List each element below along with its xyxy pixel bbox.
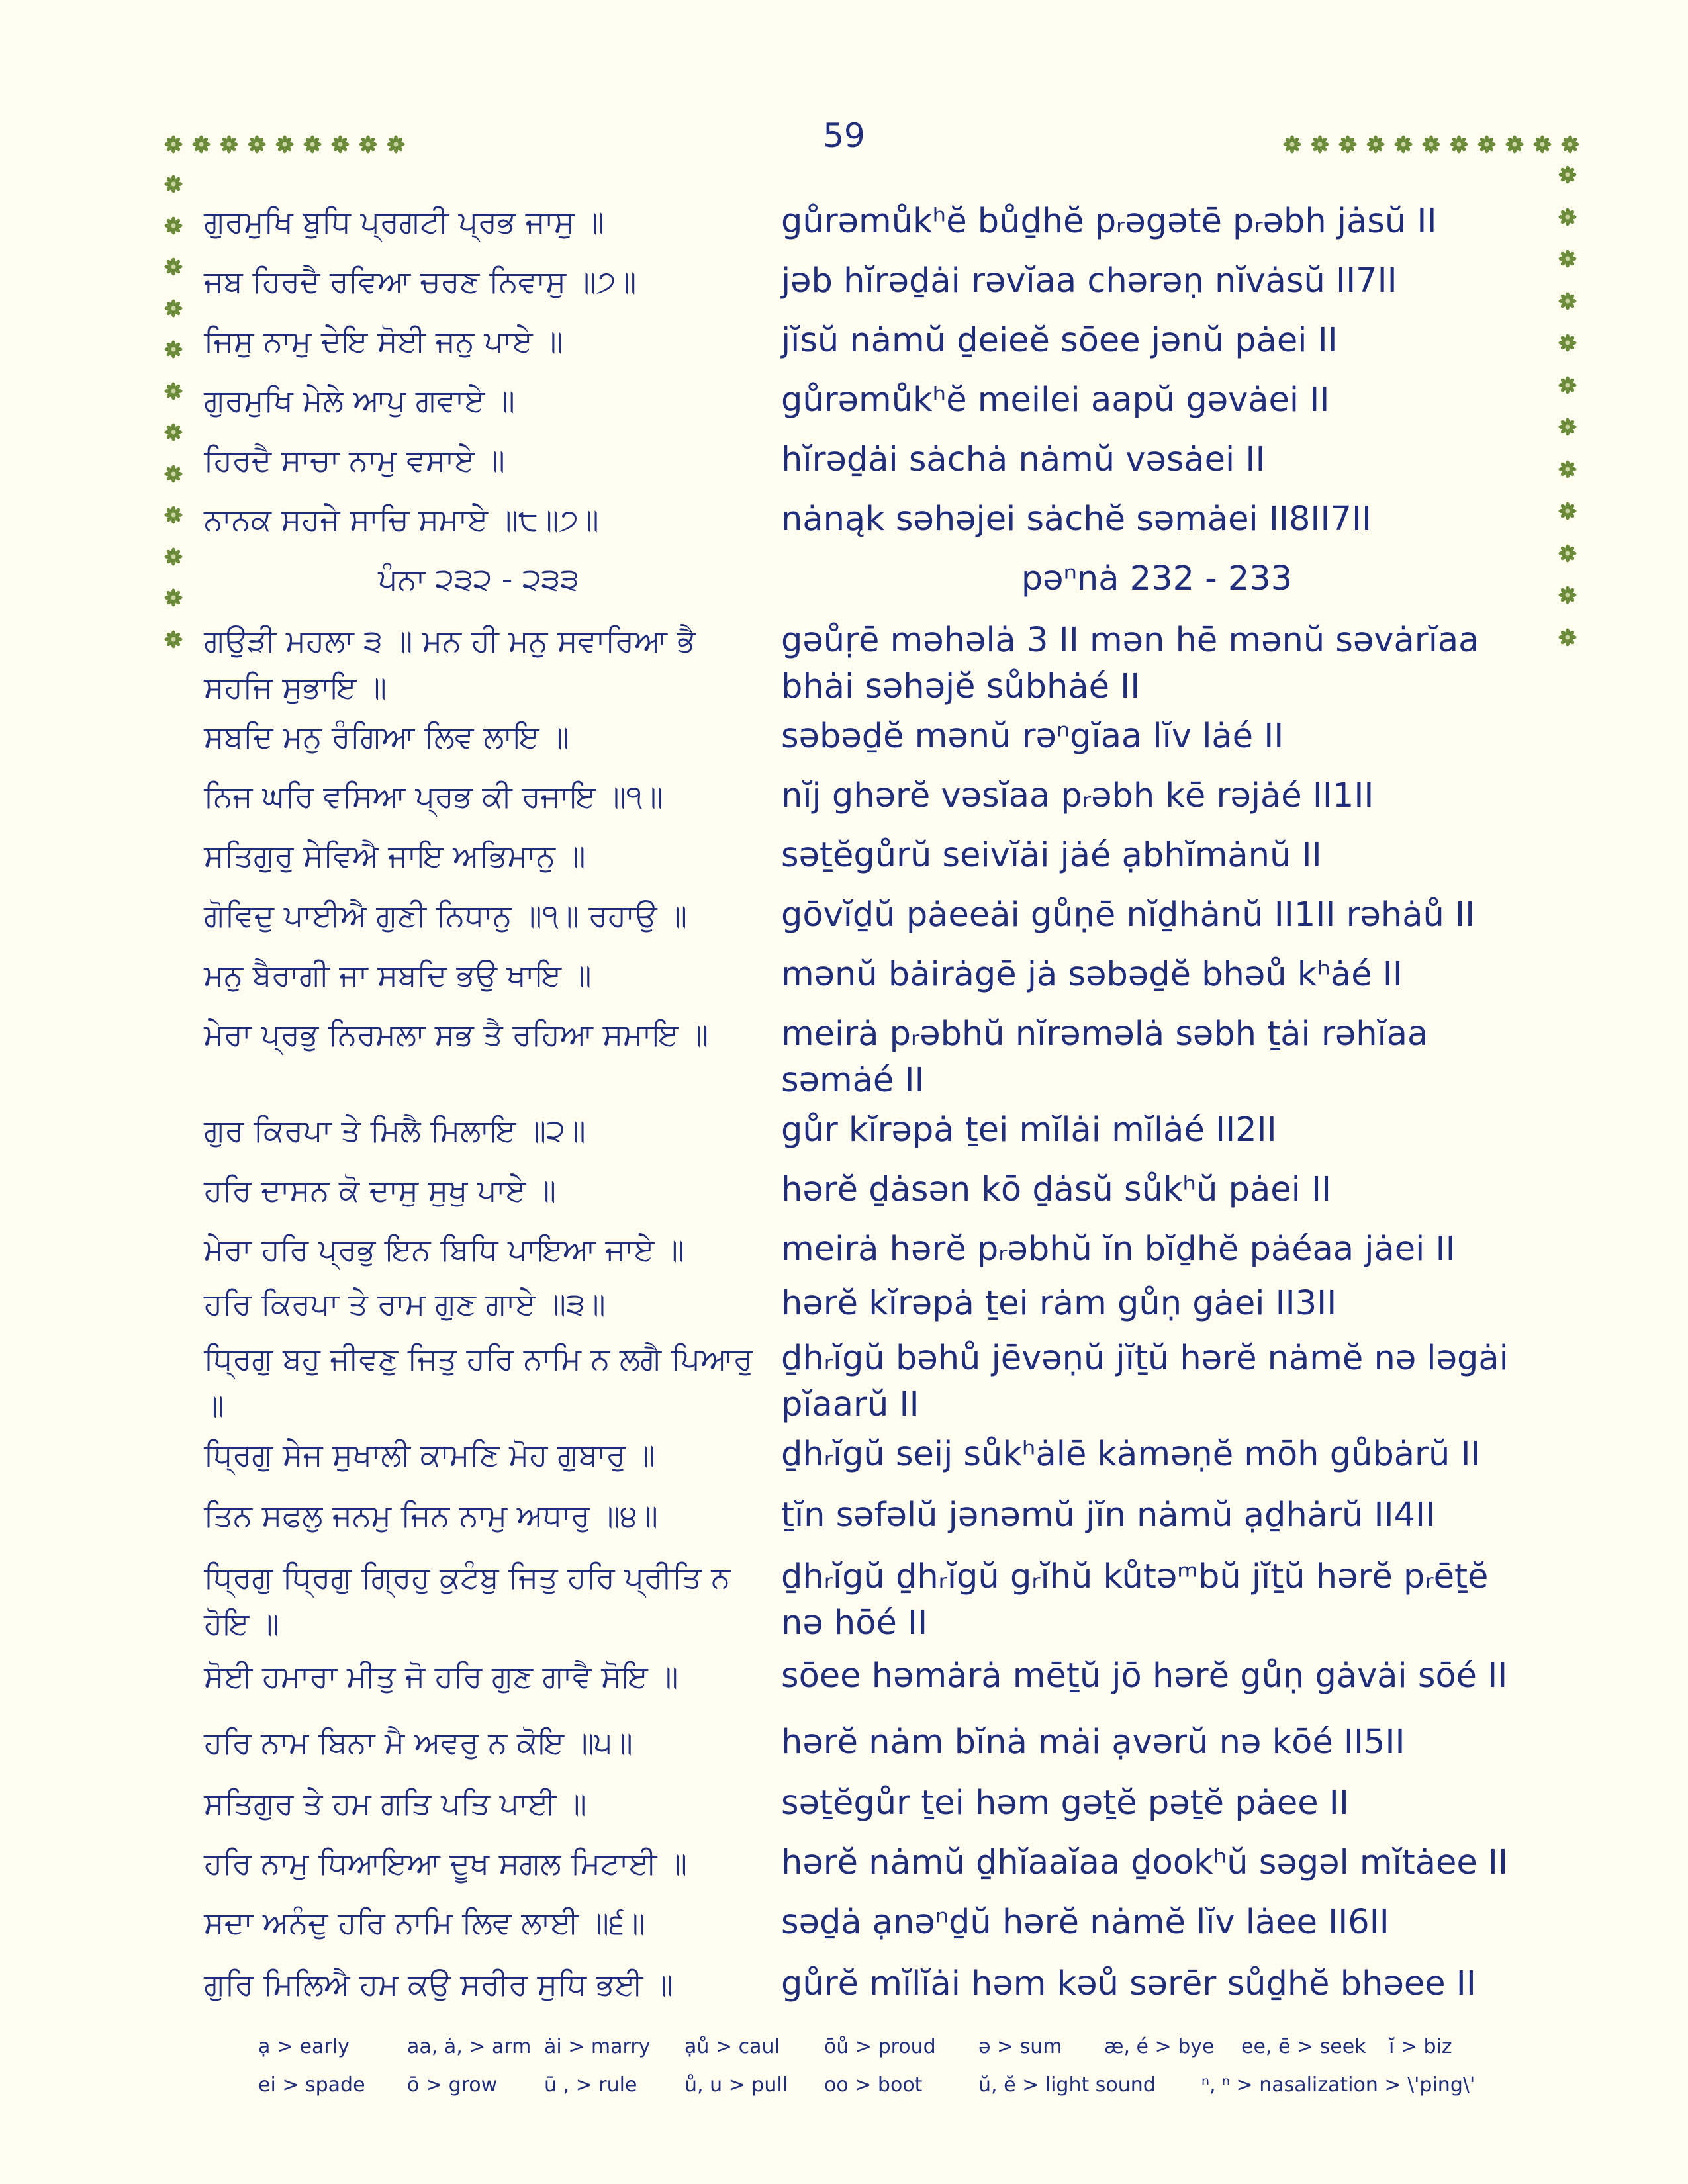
gurmukhi-text: ਨਾਨਕ ਸਹਜੇ ਸਾਚਿ ਸਮਾਏ ॥੮॥੭॥ [204, 502, 599, 537]
transliteration-text: ṯĭn səfəlŭ jənəmŭ jĭn nȧmŭ ạḏhȧrŭ II4II [781, 1496, 1436, 1535]
gurmukhi-text: ਸਬਦਿ ਮਨੁ ਰੰਗਿਆ ਲਿਵ ਲਾਇ ॥ [204, 719, 570, 754]
flower-icon [1558, 334, 1577, 352]
transliteration-text: ḏhᵣĭgŭ seij sůkʰȧlē kȧməṇĕ mōh gůbȧrŭ II [781, 1435, 1481, 1474]
flower-icon [164, 340, 183, 359]
gurmukhi-text: ਸਦਾ ਅਨੰਦੁ ਹਰਿ ਨਾਮਿ ਲਿਵ ਲਾਈ ॥੬॥ [204, 1905, 645, 1940]
flower-icon [192, 135, 211, 154]
gurmukhi-text: ਗੁਰਮੁਖਿ ਮੇਲੇ ਆਪੁ ਗਵਾਏ ॥ [204, 383, 515, 418]
gurmukhi-text: ਗੁਰ ਕਿਰਪਾ ਤੇ ਮਿਲੈ ਮਿਲਾਇ ॥੨॥ [204, 1113, 586, 1148]
transliteration-text: mənŭ bȧirȧgē jȧ səbəḏĕ bhəů kʰȧé II [781, 955, 1403, 994]
flower-icon [359, 135, 377, 154]
transliteration-text: gůr kĭrəpȧ ṯei mĭlȧi mĭlȧé II2II [781, 1111, 1277, 1150]
transliteration-text: ḏhᵣĭgŭ ḏhᵣĭgŭ gᵣĭhŭ kůtəᵐbŭ jĭṯŭ hərĕ pᵣēṯĕ nə hōé II [781, 1557, 1489, 1643]
flower-icon [1394, 135, 1413, 154]
transliteration-text: hərĕ nȧm bĭnȧ mȧi ạvərŭ nə kōé II5II [781, 1723, 1405, 1762]
flower-icon [1558, 460, 1577, 478]
flower-icon [303, 135, 322, 154]
legend-item: ạ > early [258, 2035, 350, 2058]
legend-item: aa, ȧ, > arm [407, 2035, 532, 2058]
transliteration-text: səḏȧ ạnəⁿḏŭ hərĕ nȧmĕ lĭv lȧee II6II [781, 1903, 1389, 1942]
flower-icon [1338, 135, 1357, 154]
flower-icon [164, 175, 183, 193]
flower-icon [164, 299, 183, 318]
transliteration-text: gōvĭḏŭ pȧeeȧi gůṇē nĭḏhȧnŭ II1II rəhȧů II [781, 895, 1476, 934]
page-number: 59 [823, 116, 865, 155]
transliteration-text: nĭj ghərĕ vəsĭaa pᵣəbh kē rəjȧé II1II [781, 776, 1374, 815]
transliteration-text: sōee həmȧrȧ mēṯŭ jō hərĕ gůṇ gȧvȧi sōé II [781, 1657, 1508, 1696]
flower-icon [164, 588, 183, 607]
flower-icon [1558, 376, 1577, 394]
legend-item: ō > grow [407, 2073, 498, 2097]
page-range-translit: pəⁿnȧ 232 - 233 [1021, 559, 1293, 598]
legend-item: ū , > rule [544, 2073, 637, 2097]
flower-icon [164, 630, 183, 649]
gurmukhi-text: ਮੇਰਾ ਹਰਿ ਪ੍ਰਭੁ ਇਨ ਬਿਧਿ ਪਾਇਆ ਜਾਏ ॥ [204, 1232, 684, 1267]
gurmukhi-text: ਹਰਿ ਕਿਰਪਾ ਤੇ ਰਾਮ ਗੁਣ ਗਾਏ ॥੩॥ [204, 1286, 606, 1322]
flower-icon [1558, 628, 1577, 647]
gurmukhi-text: ਧ੍ਰਿਗੁ ਬਹੁ ਜੀਵਣੁ ਜਿਤੁ ਹਰਿ ਨਾਮਿ ਨ ਲਗੈ ਪਿਆਰੁ ॥ [204, 1341, 753, 1423]
transliteration-text: səbəḏĕ mənŭ rəⁿgĭaa lĭv lȧé II [781, 717, 1284, 756]
legend-item: ⁿ, ⁿ > nasalization > \'ping\' [1201, 2073, 1476, 2097]
flower-icon [164, 465, 183, 483]
flower-icon [1558, 544, 1577, 563]
legend-item: ạů > caul [684, 2035, 780, 2058]
flower-icon [1450, 135, 1468, 154]
flower-icon [1558, 292, 1577, 310]
gurmukhi-text: ਹਰਿ ਨਾਮ ਬਿਨਾ ਮੈ ਅਵਰੁ ਨ ਕੋਇ ॥੫॥ [204, 1725, 633, 1760]
flower-icon [164, 257, 183, 276]
flower-icon [387, 135, 405, 154]
flower-icon [164, 382, 183, 400]
flower-icon [331, 135, 350, 154]
flower-icon [1561, 135, 1579, 154]
flower-icon [1558, 165, 1577, 184]
gurmukhi-text: ਤਿਨ ਸਫਲੁ ਜਨਮੁ ਜਿਨ ਨਾਮੁ ਅਧਾਰੁ ॥੪॥ [204, 1498, 659, 1533]
flower-icon [164, 423, 183, 441]
flower-icon [220, 135, 238, 154]
flower-icon [275, 135, 294, 154]
flower-icon [248, 135, 266, 154]
gurmukhi-text: ਗੋਵਿਦੁ ਪਾਈਐ ਗੁਣੀ ਨਿਧਾਨੁ ॥੧॥ ਰਹਾਉ ॥ [204, 897, 688, 933]
flower-icon [1558, 502, 1577, 520]
gurmukhi-text: ਗੁਰਮੁਖਿ ਬੁਧਿ ਪ੍ਰਗਟੀ ਪ੍ਰਭ ਜਾਸੁ ॥ [204, 204, 605, 240]
flower-icon [164, 216, 183, 235]
transliteration-text: hərĕ kĭrəpȧ ṯei rȧm gůṇ gȧei II3II [781, 1284, 1337, 1323]
legend-item: oo > boot [824, 2073, 923, 2097]
legend-item: ə > sum [978, 2035, 1062, 2058]
transliteration-text: jĭsŭ nȧmŭ ḏeieĕ sōee jənŭ pȧei II [781, 321, 1338, 360]
gurmukhi-text: ਮੇਰਾ ਪ੍ਰਭੁ ਨਿਰਮਲਾ ਸਭ ਤੈ ਰਹਿਆ ਸਮਾਇ ॥ [204, 1017, 709, 1052]
legend-item: ee, ē > seek [1241, 2035, 1366, 2058]
flower-icon [1505, 135, 1524, 154]
gurmukhi-text: ਧ੍ਰਿਗੁ ਸੇਜ ਸੁਖਾਲੀ ਕਾਮਣਿ ਮੋਹ ਗੁਬਾਰੁ ॥ [204, 1437, 656, 1473]
flower-icon [1477, 135, 1496, 154]
transliteration-text: gůrəmůkʰĕ bůḏhĕ pᵣəgətē pᵣəbh jȧsŭ II [781, 202, 1437, 241]
legend-item: ōů > proud [824, 2035, 936, 2058]
gurmukhi-text: ਸੋਈ ਹਮਾਰਾ ਮੀਤੁ ਜੋ ਹਰਿ ਗੁਣ ਗਾਵੈ ਸੋਇ ॥ [204, 1659, 679, 1694]
gurmukhi-text: ਸਤਿਗੁਰ ਤੇ ਹਮ ਗਤਿ ਪਤਿ ਪਾਈ ॥ [204, 1786, 586, 1821]
flower-icon [1283, 135, 1301, 154]
gurmukhi-text: ਗੁਰਿ ਮਿਲਿਐ ਹਮ ਕਉ ਸਰੀਰ ਸੁਧਿ ਭਈ ॥ [204, 1966, 674, 2002]
legend-item: ĭ > biz [1389, 2035, 1452, 2058]
flower-icon [1366, 135, 1385, 154]
flower-icon [1311, 135, 1329, 154]
gurmukhi-text: ਜਿਸੁ ਨਾਮੁ ਦੇਇ ਸੋਈ ਜਨੁ ਪਾਏ ॥ [204, 323, 563, 359]
gurmukhi-text: ਮਨੁ ਬੈਰਾਗੀ ਜਾ ਸਬਦਿ ਭਉ ਖਾਇ ॥ [204, 957, 592, 993]
transliteration-text: ḏhᵣĭgŭ bəhů jēvəṇŭ jĭṯŭ hərĕ nȧmĕ nə ləgȧi pĭaarŭ II [781, 1339, 1509, 1424]
gurmukhi-text: ਹਰਿ ਦਾਸਨ ਕੋ ਦਾਸੁ ਸੁਖੁ ਪਾਏ ॥ [204, 1172, 557, 1208]
flower-icon [1533, 135, 1552, 154]
legend-item: ů, u > pull [684, 2073, 788, 2097]
transliteration-text: hərĕ nȧmŭ ḏhĭaaĭaa ḏookʰŭ səgəl mĭtȧee II [781, 1843, 1508, 1882]
page-range-gurmukhi: ਪੰਨਾ ੨੩੨ - ੨੩੩ [378, 561, 579, 597]
flower-icon [1558, 418, 1577, 436]
legend-item: ȧi > marry [544, 2035, 651, 2058]
transliteration-text: gůrəmůkʰĕ meilei aapŭ gəvȧei II [781, 381, 1330, 420]
gurmukhi-text: ਨਿਜ ਘਰਿ ਵਸਿਆ ਪ੍ਰਭ ਕੀ ਰਜਾਇ ॥੧॥ [204, 778, 663, 814]
legend-item: ei > spade [258, 2073, 365, 2097]
transliteration-text: hĭrəḏȧi sȧchȧ nȧmŭ vəsȧei II [781, 440, 1266, 479]
flower-icon [1558, 250, 1577, 268]
flower-icon [164, 135, 183, 154]
flower-icon [1558, 208, 1577, 226]
flower-icon [1558, 586, 1577, 604]
gurmukhi-text: ਸਤਿਗੁਰੁ ਸੇਵਿਐ ਜਾਇ ਅਭਿਮਾਨੁ ॥ [204, 838, 586, 874]
transliteration-text: meirȧ hərĕ pᵣəbhŭ ĭn bĭḏhĕ pȧéaa jȧei II [781, 1230, 1456, 1269]
legend-item: ŭ, ĕ > light sound [978, 2073, 1156, 2097]
transliteration-text: nȧnąk səhəjei sȧchĕ səmȧei II8II7II [781, 500, 1372, 539]
transliteration-text: gůrĕ mĭlĭȧi həm kəů sərēr sůḏhĕ bhəee II [781, 1964, 1476, 2003]
transliteration-text: səṯĕgůr ṯei həm gəṯĕ pəṯĕ pȧee II [781, 1784, 1349, 1823]
gurmukhi-text: ਗਉੜੀ ਮਹਲਾ ੩ ॥ ਮਨ ਹੀ ਮਨੁ ਸਵਾਰਿਆ ਭੈ ਸਹਜਿ ਸੁਭਾਇ ॥ [204, 623, 696, 705]
gurmukhi-text: ਧ੍ਰਿਗੁ ਧ੍ਰਿਗੁ ਗ੍ਰਿਹੁ ਕੁਟੰਬੁ ਜਿਤੁ ਹਰਿ ਪ੍ਰੀਤਿ ਨ ਹੋਇ ॥ [204, 1559, 731, 1641]
transliteration-text: jəb hĭrəḏȧi rəvĭaa chərəṇ nĭvȧsŭ II7II [781, 261, 1397, 300]
gurmukhi-text: ਹਰਿ ਨਾਮੁ ਧਿਆਇਆ ਦੂਖ ਸਗਲ ਮਿਟਾਈ ॥ [204, 1845, 688, 1881]
transliteration-text: gəůṛē məhəlȧ 3 II mən hē mənŭ səvȧrĭaa bhȧi səhəjĕ sůbhȧé II [781, 621, 1479, 706]
flower-icon [164, 547, 183, 566]
flower-icon [1422, 135, 1440, 154]
transliteration-text: hərĕ ḏȧsən kō ḏȧsŭ sůkʰŭ pȧei II [781, 1170, 1332, 1209]
gurmukhi-text: ਜਬ ਹਿਰਦੈ ਰਵਿਆ ਚਰਣ ਨਿਵਾਸੁ ॥੭॥ [204, 263, 637, 299]
flower-icon [164, 506, 183, 524]
transliteration-text: səṯĕgůrŭ seivĭȧi jȧé ạbhĭmȧnŭ II [781, 836, 1322, 875]
gurmukhi-text: ਹਿਰਦੈ ਸਾਚਾ ਨਾਮੁ ਵਸਾਏ ॥ [204, 442, 505, 478]
legend-item: æ, é > bye [1104, 2035, 1215, 2058]
transliteration-text: meirȧ pᵣəbhŭ nĭrəməlȧ səbh ṯȧi rəhĭaa səmȧé II [781, 1015, 1429, 1100]
